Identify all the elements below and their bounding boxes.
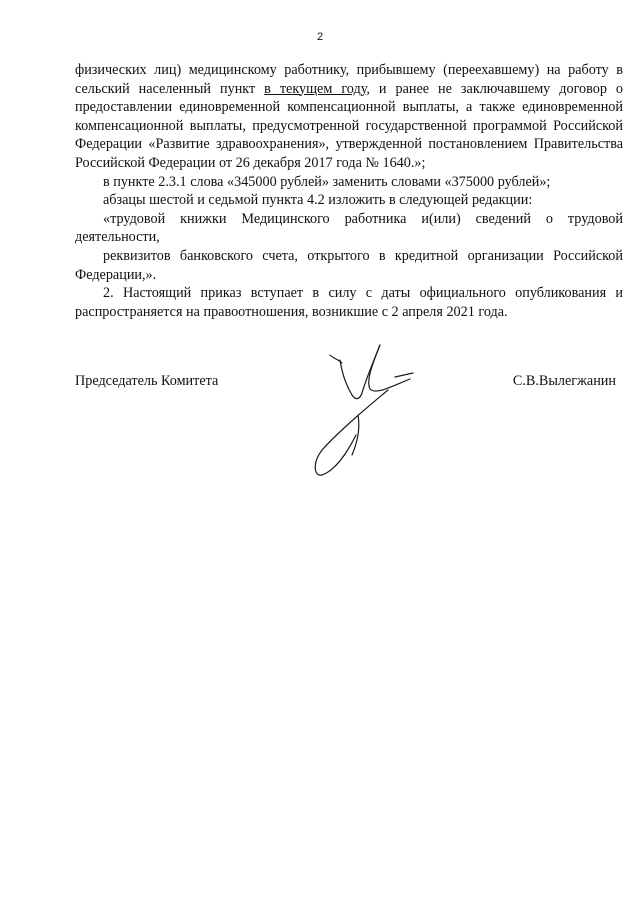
handwritten-signature [300,335,430,495]
signatory-title: Председатель Комитета [75,373,219,389]
paragraph-amendment-2-3-1: в пункте 2.3.1 слова «345000 рублей» заменить словами «375000 рублей»; [103,173,551,190]
paragraph-text: физических лиц) медицинскому работнику, прибывшему (переехавшему) на работу в сельский населенный пункт [75,62,623,97]
underlined-phrase: в текущем году, [264,80,370,97]
signatory-name: С.В.Вылегжанин [512,373,616,389]
document-body [75,61,623,321]
paragraph-quoted-item-1: «трудовой книжки Медицинского работника и(или) сведений о трудовой деятельности, [75,210,623,246]
paragraph-quoted-item-2: реквизитов банковского счета, открытого в кредитной организации Российской Федерации,». [75,247,623,283]
page-number: 2 [316,31,324,43]
paragraph-effective-date: 2. Настоящий приказ вступает в силу с даты официального опубликования и распространяется на правоотношения, возникшие с 2 апреля 2021 года. [75,285,623,320]
paragraph-continuation [75,61,623,173]
paragraph-amendment-4-2: абзацы шестой и седьмой пункта 4.2 изложить в следующей редакции: [103,192,533,209]
paragraph-text: и ранее не заключавшему договор о предоставлении единовременной компенсационной выплаты, а также единовременной компенсационной выплаты, предусмотренной государственной программой Российской Федерации «Развитие здравоохранения», утвержденной постановлением Правительства Российской Федерации от 26 декабря 2017 года № 1640.»; [75,80,623,171]
